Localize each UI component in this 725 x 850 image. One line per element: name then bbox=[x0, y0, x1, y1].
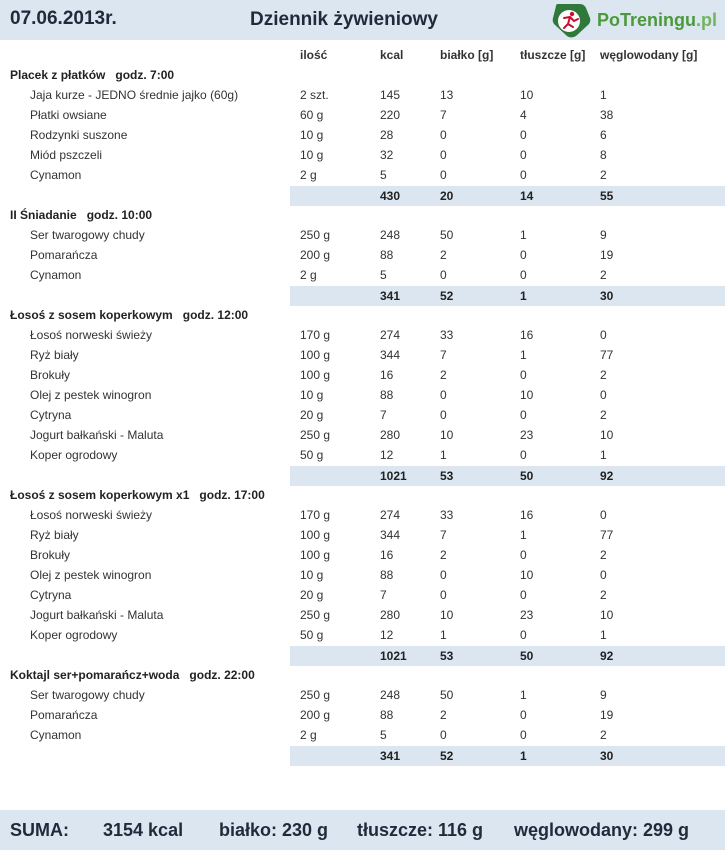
food-carbs: 0 bbox=[600, 388, 607, 402]
food-name: Cytryna bbox=[30, 408, 72, 422]
meal-total-row bbox=[290, 646, 725, 666]
food-row bbox=[0, 105, 725, 125]
food-fat: 0 bbox=[520, 408, 527, 422]
food-protein: 2 bbox=[440, 548, 447, 562]
food-fat: 16 bbox=[520, 328, 534, 342]
food-row bbox=[0, 365, 725, 385]
food-carbs: 8 bbox=[600, 148, 607, 162]
food-protein: 2 bbox=[440, 248, 447, 262]
food-name: Łosoś norweski świeży bbox=[30, 328, 153, 342]
meal-time: godz. 17:00 bbox=[199, 488, 265, 502]
food-row bbox=[0, 325, 725, 345]
col-header-fat: tłuszcze [g] bbox=[520, 48, 586, 62]
report-date: 07.06.2013r. bbox=[10, 8, 117, 29]
food-kcal: 88 bbox=[380, 708, 394, 722]
total-carbs: 55 bbox=[600, 189, 614, 203]
food-name: Brokuły bbox=[30, 548, 71, 562]
food-carbs: 38 bbox=[600, 108, 614, 122]
food-kcal: 7 bbox=[380, 588, 387, 602]
total-carbs: 30 bbox=[600, 749, 614, 763]
food-carbs: 9 bbox=[600, 688, 607, 702]
food-qty: 100 g bbox=[300, 548, 331, 562]
food-kcal: 5 bbox=[380, 268, 387, 282]
food-kcal: 5 bbox=[380, 168, 387, 182]
food-qty: 250 g bbox=[300, 428, 331, 442]
food-qty: 250 g bbox=[300, 608, 331, 622]
food-fat: 0 bbox=[520, 588, 527, 602]
food-qty: 170 g bbox=[300, 328, 331, 342]
food-protein: 0 bbox=[440, 168, 447, 182]
meal-total-row bbox=[290, 186, 725, 206]
food-qty: 100 g bbox=[300, 528, 331, 542]
food-name: Jogurt bałkański - Maluta bbox=[30, 428, 164, 442]
food-name: Jaja kurze - JEDNO średnie jajko (60g) bbox=[30, 88, 239, 102]
col-header-kcal: kcal bbox=[380, 48, 404, 62]
food-kcal: 274 bbox=[380, 508, 401, 522]
food-qty: 2 szt. bbox=[300, 88, 329, 102]
food-protein: 13 bbox=[440, 88, 454, 102]
food-fat: 1 bbox=[520, 688, 527, 702]
food-carbs: 2 bbox=[600, 368, 607, 382]
meal-name: II Śniadanie bbox=[10, 208, 77, 222]
col-header-carbs: węglowodany [g] bbox=[600, 48, 698, 62]
meal-title bbox=[10, 208, 152, 222]
total-kcal: 1021 bbox=[380, 649, 407, 663]
food-fat: 23 bbox=[520, 608, 534, 622]
summary-kcal: 3154 kcal bbox=[103, 820, 184, 840]
food-row bbox=[0, 565, 725, 585]
food-kcal: 344 bbox=[380, 528, 401, 542]
food-carbs: 9 bbox=[600, 228, 607, 242]
potreningu-logo[interactable] bbox=[550, 2, 720, 38]
col-header-qty: ilość bbox=[300, 48, 328, 62]
food-fat: 0 bbox=[520, 548, 527, 562]
food-carbs: 0 bbox=[600, 568, 607, 582]
food-row bbox=[0, 245, 725, 265]
food-row bbox=[0, 685, 725, 705]
food-qty: 20 g bbox=[300, 408, 324, 422]
food-fat: 0 bbox=[520, 628, 527, 642]
food-row bbox=[0, 605, 725, 625]
food-carbs: 2 bbox=[600, 588, 607, 602]
food-qty: 2 g bbox=[300, 268, 317, 282]
food-protein: 0 bbox=[440, 268, 447, 282]
food-qty: 10 g bbox=[300, 388, 324, 402]
food-qty: 250 g bbox=[300, 228, 331, 242]
food-protein: 7 bbox=[440, 348, 447, 362]
food-name: Koper ogrodowy bbox=[30, 448, 118, 462]
food-fat: 0 bbox=[520, 708, 527, 722]
food-protein: 7 bbox=[440, 528, 447, 542]
food-name: Olej z pestek winogron bbox=[30, 568, 152, 582]
food-name: Cynamon bbox=[30, 268, 82, 282]
food-kcal: 12 bbox=[380, 628, 394, 642]
food-qty: 20 g bbox=[300, 588, 324, 602]
food-qty: 50 g bbox=[300, 628, 324, 642]
total-kcal: 341 bbox=[380, 749, 401, 763]
food-carbs: 1 bbox=[600, 88, 607, 102]
food-fat: 1 bbox=[520, 348, 527, 362]
food-kcal: 7 bbox=[380, 408, 387, 422]
food-fat: 0 bbox=[520, 128, 527, 142]
food-qty: 250 g bbox=[300, 688, 331, 702]
food-name: Cynamon bbox=[30, 728, 82, 742]
meal-title bbox=[10, 668, 255, 682]
food-row bbox=[0, 345, 725, 365]
food-protein: 1 bbox=[440, 628, 447, 642]
food-name: Jogurt bałkański - Maluta bbox=[30, 608, 164, 622]
food-qty: 10 g bbox=[300, 148, 324, 162]
food-protein: 33 bbox=[440, 328, 454, 342]
summary-carbs: węglowodany: 299 g bbox=[514, 820, 690, 840]
food-carbs: 1 bbox=[600, 448, 607, 462]
food-kcal: 248 bbox=[380, 228, 401, 242]
meal-name: Placek z płatków bbox=[10, 68, 106, 82]
food-protein: 0 bbox=[440, 568, 447, 582]
food-name: Ser twarogowy chudy bbox=[30, 228, 145, 242]
food-qty: 200 g bbox=[300, 248, 331, 262]
food-kcal: 16 bbox=[380, 368, 394, 382]
food-qty: 10 g bbox=[300, 128, 324, 142]
food-qty: 2 g bbox=[300, 168, 317, 182]
food-name: Koper ogrodowy bbox=[30, 628, 118, 642]
food-qty: 60 g bbox=[300, 108, 324, 122]
food-name: Pomarańcza bbox=[30, 248, 98, 262]
food-protein: 0 bbox=[440, 728, 447, 742]
food-fat: 0 bbox=[520, 448, 527, 462]
food-name: Ryż biały bbox=[30, 348, 79, 362]
food-row bbox=[0, 265, 725, 285]
food-qty: 200 g bbox=[300, 708, 331, 722]
food-protein: 2 bbox=[440, 368, 447, 382]
food-carbs: 2 bbox=[600, 268, 607, 282]
food-carbs: 19 bbox=[600, 708, 614, 722]
total-kcal: 341 bbox=[380, 289, 401, 303]
food-name: Łosoś norweski świeży bbox=[30, 508, 153, 522]
food-kcal: 16 bbox=[380, 548, 394, 562]
header-bar bbox=[0, 0, 725, 40]
food-protein: 0 bbox=[440, 148, 447, 162]
food-row bbox=[0, 145, 725, 165]
meal-name: Łosoś z sosem koperkowym bbox=[10, 308, 173, 322]
food-kcal: 28 bbox=[380, 128, 394, 142]
total-kcal: 1021 bbox=[380, 469, 407, 483]
total-carbs: 92 bbox=[600, 469, 614, 483]
food-row bbox=[0, 525, 725, 545]
food-name: Brokuły bbox=[30, 368, 71, 382]
food-carbs: 2 bbox=[600, 548, 607, 562]
food-protein: 33 bbox=[440, 508, 454, 522]
meal-time: godz. 7:00 bbox=[115, 68, 175, 82]
food-carbs: 10 bbox=[600, 608, 614, 622]
food-row bbox=[0, 545, 725, 565]
food-name: Miód pszczeli bbox=[30, 148, 103, 162]
food-kcal: 248 bbox=[380, 688, 401, 702]
food-carbs: 77 bbox=[600, 528, 614, 542]
total-carbs: 30 bbox=[600, 289, 614, 303]
food-carbs: 1 bbox=[600, 628, 607, 642]
food-fat: 0 bbox=[520, 168, 527, 182]
food-carbs: 19 bbox=[600, 248, 614, 262]
food-qty: 2 g bbox=[300, 728, 317, 742]
page-title: Dziennik żywieniowy bbox=[250, 9, 438, 30]
food-carbs: 2 bbox=[600, 408, 607, 422]
food-name: Pomarańcza bbox=[30, 708, 98, 722]
food-fat: 0 bbox=[520, 248, 527, 262]
food-qty: 100 g bbox=[300, 348, 331, 362]
food-row bbox=[0, 225, 725, 245]
food-row bbox=[0, 125, 725, 145]
food-carbs: 0 bbox=[600, 508, 607, 522]
food-kcal: 280 bbox=[380, 608, 401, 622]
logo-text: PoTreningu.pl bbox=[597, 10, 717, 30]
food-kcal: 88 bbox=[380, 568, 394, 582]
food-protein: 0 bbox=[440, 588, 447, 602]
food-name: Płatki owsiane bbox=[30, 108, 107, 122]
total-kcal: 430 bbox=[380, 189, 401, 203]
total-fat: 1 bbox=[520, 289, 527, 303]
food-protein: 10 bbox=[440, 428, 454, 442]
food-carbs: 77 bbox=[600, 348, 614, 362]
meal-total-row bbox=[290, 286, 725, 306]
food-protein: 0 bbox=[440, 408, 447, 422]
meal-total-row bbox=[290, 746, 725, 766]
food-fat: 4 bbox=[520, 108, 527, 122]
summary-protein: białko: 230 g bbox=[219, 820, 329, 840]
food-fat: 0 bbox=[520, 728, 527, 742]
food-fat: 23 bbox=[520, 428, 534, 442]
food-fat: 1 bbox=[520, 528, 527, 542]
food-name: Cytryna bbox=[30, 588, 72, 602]
total-fat: 50 bbox=[520, 649, 534, 663]
food-row bbox=[0, 725, 725, 745]
food-qty: 10 g bbox=[300, 568, 324, 582]
total-carbs: 92 bbox=[600, 649, 614, 663]
meal-time: godz. 12:00 bbox=[182, 308, 249, 322]
food-carbs: 0 bbox=[600, 328, 607, 342]
food-kcal: 274 bbox=[380, 328, 401, 342]
food-kcal: 220 bbox=[380, 108, 401, 122]
total-protein: 52 bbox=[440, 289, 454, 303]
meal-title bbox=[10, 488, 265, 502]
meal-title bbox=[10, 308, 248, 322]
runner-badge-icon bbox=[550, 2, 592, 38]
food-fat: 16 bbox=[520, 508, 534, 522]
total-fat: 1 bbox=[520, 749, 527, 763]
summary-bar bbox=[0, 810, 725, 850]
meal-name: Łosoś z sosem koperkowym x1 bbox=[10, 488, 190, 502]
food-fat: 10 bbox=[520, 568, 534, 582]
summary-fat: tłuszcze: 116 g bbox=[357, 820, 484, 840]
total-protein: 53 bbox=[440, 649, 454, 663]
food-qty: 50 g bbox=[300, 448, 324, 462]
food-kcal: 88 bbox=[380, 248, 394, 262]
food-row bbox=[0, 585, 725, 605]
food-protein: 10 bbox=[440, 608, 454, 622]
food-kcal: 5 bbox=[380, 728, 387, 742]
food-protein: 0 bbox=[440, 388, 447, 402]
food-protein: 2 bbox=[440, 708, 447, 722]
food-row bbox=[0, 445, 725, 465]
food-row bbox=[0, 165, 725, 185]
food-name: Ryż biały bbox=[30, 528, 79, 542]
col-header-protein: białko [g] bbox=[440, 48, 494, 62]
total-fat: 50 bbox=[520, 469, 534, 483]
food-name: Cynamon bbox=[30, 168, 82, 182]
food-fat: 0 bbox=[520, 268, 527, 282]
food-row bbox=[0, 405, 725, 425]
food-fat: 0 bbox=[520, 368, 527, 382]
food-kcal: 88 bbox=[380, 388, 394, 402]
total-protein: 20 bbox=[440, 189, 454, 203]
food-qty: 100 g bbox=[300, 368, 331, 382]
food-protein: 50 bbox=[440, 688, 454, 702]
food-protein: 1 bbox=[440, 448, 447, 462]
food-name: Rodzynki suszone bbox=[30, 128, 128, 142]
food-protein: 0 bbox=[440, 128, 447, 142]
food-name: Ser twarogowy chudy bbox=[30, 688, 145, 702]
food-carbs: 10 bbox=[600, 428, 614, 442]
food-row bbox=[0, 425, 725, 445]
food-qty: 170 g bbox=[300, 508, 331, 522]
food-row bbox=[0, 705, 725, 725]
food-row bbox=[0, 85, 725, 105]
food-fat: 0 bbox=[520, 148, 527, 162]
food-name: Olej z pestek winogron bbox=[30, 388, 152, 402]
food-row bbox=[0, 505, 725, 525]
food-kcal: 12 bbox=[380, 448, 394, 462]
food-carbs: 6 bbox=[600, 128, 607, 142]
meal-name: Koktajl ser+pomarańcz+woda bbox=[10, 668, 180, 682]
food-kcal: 280 bbox=[380, 428, 401, 442]
food-fat: 10 bbox=[520, 388, 534, 402]
food-row bbox=[0, 385, 725, 405]
meal-title bbox=[10, 68, 174, 82]
food-carbs: 2 bbox=[600, 728, 607, 742]
food-protein: 7 bbox=[440, 108, 447, 122]
food-kcal: 145 bbox=[380, 88, 401, 102]
food-kcal: 32 bbox=[380, 148, 394, 162]
food-carbs: 2 bbox=[600, 168, 607, 182]
food-row bbox=[0, 625, 725, 645]
food-fat: 10 bbox=[520, 88, 534, 102]
food-protein: 50 bbox=[440, 228, 454, 242]
total-protein: 52 bbox=[440, 749, 454, 763]
meal-total-row bbox=[290, 466, 725, 486]
summary-label: SUMA: bbox=[10, 820, 69, 840]
food-kcal: 344 bbox=[380, 348, 401, 362]
food-fat: 1 bbox=[520, 228, 527, 242]
meal-time: godz. 10:00 bbox=[86, 208, 153, 222]
total-fat: 14 bbox=[520, 189, 534, 203]
total-protein: 53 bbox=[440, 469, 454, 483]
meal-time: godz. 22:00 bbox=[189, 668, 255, 682]
